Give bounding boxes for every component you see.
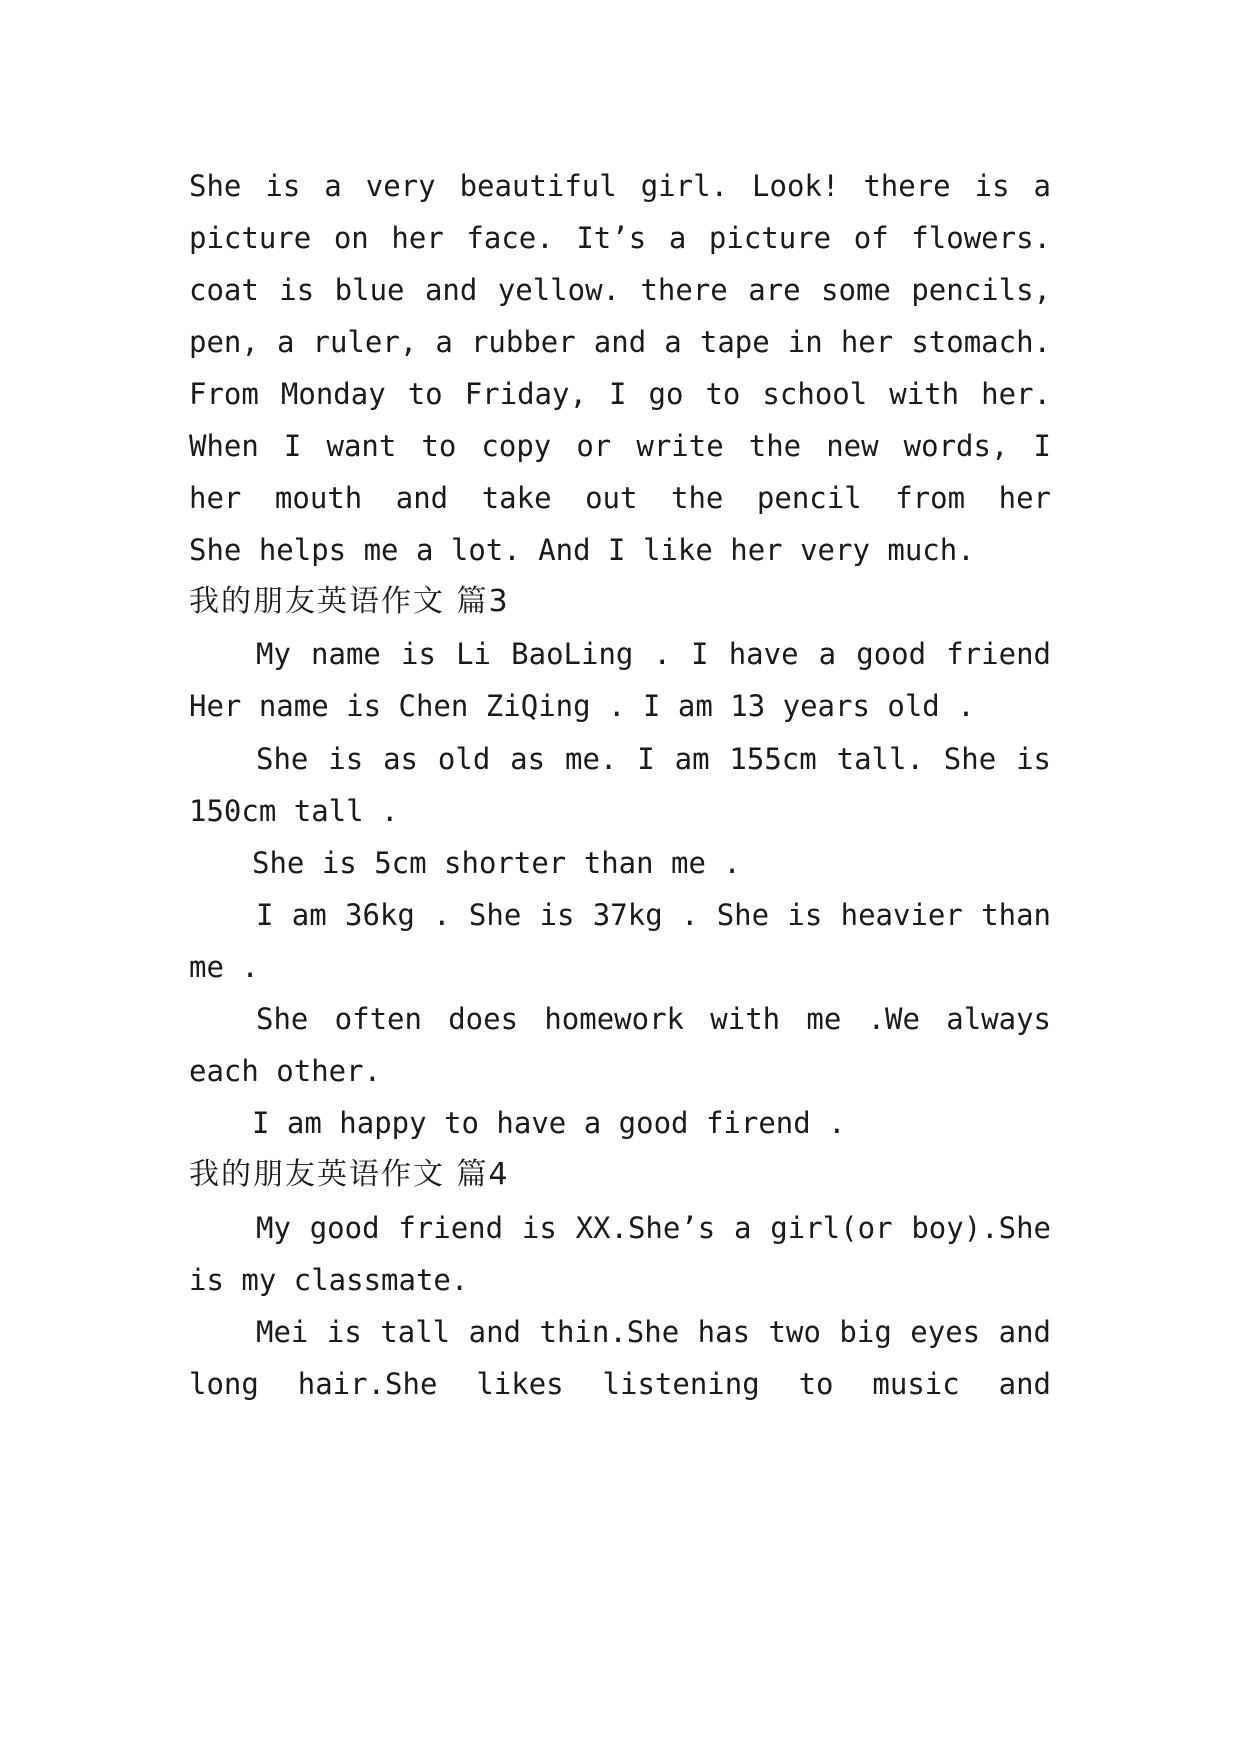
- paragraph-line: long hair.She likes listening to music and: [189, 1367, 1051, 1401]
- paragraph-line: is my classmate.: [189, 1263, 469, 1297]
- paragraph-line: picture on her face. It’s a picture of flowers.: [189, 221, 1051, 255]
- paragraph-line: She helps me a lot. And I like her very much.: [189, 533, 975, 567]
- paragraph-line: me .: [189, 950, 259, 984]
- paragraph-line: When I want to copy or write the new words, I: [189, 429, 1051, 463]
- paragraph-line: My name is Li BaoLing . I have a good friend: [256, 637, 1051, 671]
- paragraph-line: She is a very beautiful girl. Look! there is a: [189, 169, 1051, 203]
- paragraph-line: coat is blue and yellow. there are some pencils,: [189, 273, 1051, 307]
- paragraph-line: She often does homework with me .We always: [256, 1002, 1051, 1036]
- paragraph-line: From Monday to Friday, I go to school with her.: [189, 377, 1051, 411]
- paragraph-line: My good friend is XX.She’s a girl(or boy).She: [256, 1211, 1051, 1245]
- paragraph-line: She is as old as me. I am 155cm tall. She is: [256, 742, 1051, 776]
- paragraph-line: each other.: [189, 1054, 382, 1088]
- paragraph-line: She is 5cm shorter than me .: [252, 846, 741, 880]
- paragraph-line: I am happy to have a good firend .: [252, 1106, 846, 1140]
- paragraph-line: I am 36kg . She is 37kg . She is heavier than: [256, 898, 1051, 932]
- section-heading: 我的朋友英语作文 篇4: [189, 1157, 510, 1192]
- paragraph-line: Her name is Chen ZiQing . I am 13 years old .: [189, 689, 975, 723]
- paragraph-line: Mei is tall and thin.She has two big eyes and: [256, 1315, 1051, 1349]
- section-heading: 我的朋友英语作文 篇3: [189, 584, 510, 619]
- paragraph-line: 150cm tall .: [189, 794, 399, 828]
- paragraph-line: her mouth and take out the pencil from her: [189, 481, 1051, 515]
- paragraph-line: pen, a ruler, a rubber and a tape in her stomach.: [189, 325, 1051, 359]
